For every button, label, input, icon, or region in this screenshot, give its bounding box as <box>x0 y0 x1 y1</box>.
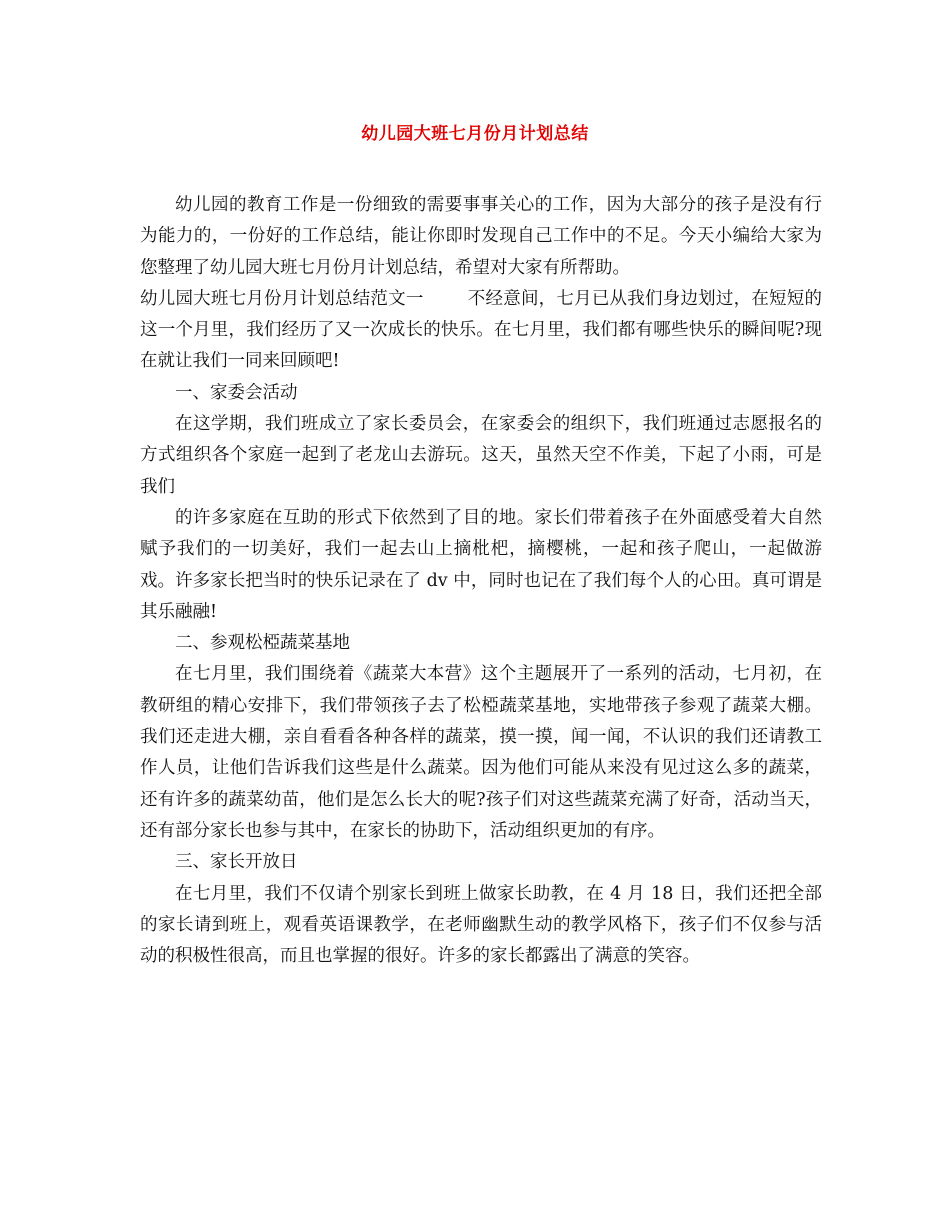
section-heading-1: 一、家委会活动 <box>175 382 298 403</box>
section-heading-2: 二、参观松椏蔬菜基地 <box>175 633 350 654</box>
opening-text: 不经意间，七月已从我们身边划过，在短短的这一个月里，我们经历了又一次成长的快乐。在七月里，我们都有哪些快乐的瞬间呢?现在就让我们一同来回顾吧! <box>140 288 823 372</box>
sample-heading: 幼儿园大班七月份月计划总结范文一 <box>140 288 424 309</box>
section-1-paragraph-2: 的许多家庭在互助的形式下依然到了目的地。家长们带着孩子在外面感受着大自然赋予我们的一切美好，我们一起去山上摘枇杷，摘樱桃，一起和孩子爬山，一起做游戏。许多家长把当时的快乐记录在了 dv 中，同时也记在了我们每个人的心田。真可谓是其乐融融! <box>140 507 822 622</box>
intro-paragraph: 幼儿园的教育工作是一份细致的需要事事关心的工作，因为大部分的孩子是没有行为能力的，一份好的工作总结，能让你即时发现自己工作中的不足。今天小编给大家为您整理了幼儿园大班七月份月计划总结，希望对大家有所帮助。 <box>140 195 822 278</box>
section-heading-3: 三、家长开放日 <box>175 852 298 873</box>
sample-paragraph <box>140 284 822 378</box>
document-title: 幼儿园大班七月份月计划总结 <box>361 124 589 144</box>
section-2-paragraph-1: 在七月里，我们围绕着《蔬菜大本营》这个主题展开了一系列的活动，七月初，在教研组的精心安排下，我们带领孩子去了松椏蔬菜基地，实地带孩子参观了蔬菜大棚。我们还走进大棚，亲自看看各种各样的蔬菜，摸一摸，闻一闻，不认识的我们还请教工作人员，让他们告诉我们这些是什么蔬菜。因为他们可能从来没有见过这么多的蔬菜，还有许多的蔬菜幼苗，他们是怎么长大的呢?孩子们对这些蔬菜充满了好奇，活动当天，还有部分家长也参与其中，在家长的协助下，活动组织更加的有序。 <box>140 664 822 841</box>
document-body <box>140 190 822 972</box>
section-1-paragraph-1: 在这学期，我们班成立了家长委员会，在家委会的组织下，我们班通过志愿报名的方式组织各个家庭一起到了老龙山去游玩。这天，虽然天空不作美，下起了小雨，可是我们 <box>140 414 822 497</box>
section-3-paragraph-1: 在七月里，我们不仅请个别家长到班上做家长助教，在 4 月 18 日，我们还把全部的家长请到班上，观看英语课教学，在老师幽默生动的教学风格下，孩子们不仅参与活动的积极性很高，而且也掌握的很好。许多的家长都露出了满意的笑容。 <box>140 883 822 967</box>
